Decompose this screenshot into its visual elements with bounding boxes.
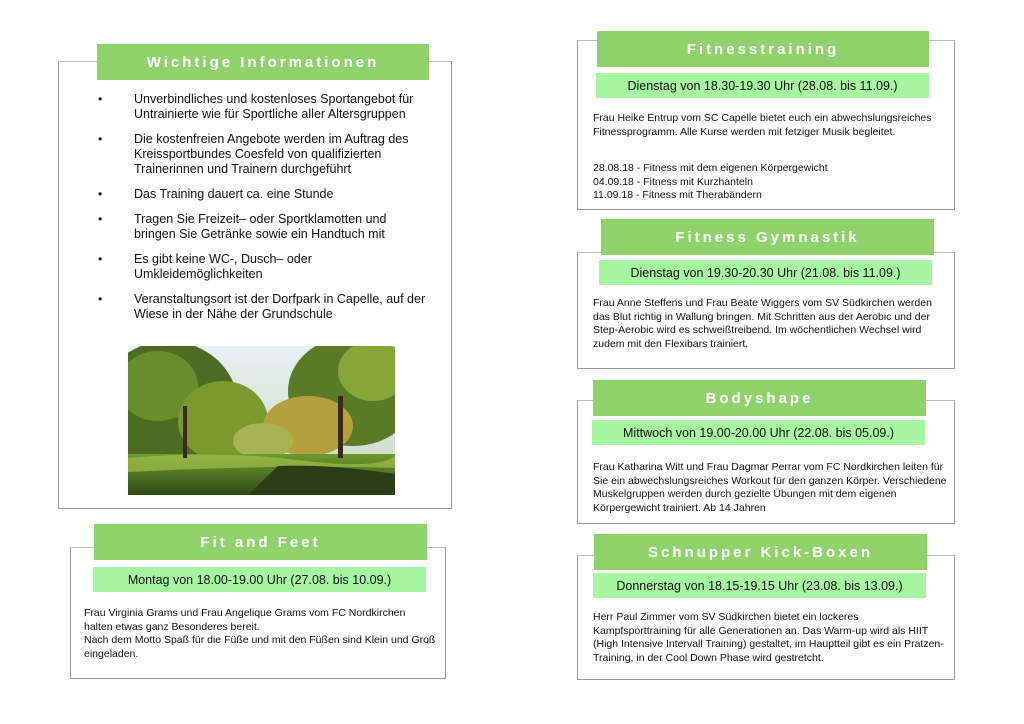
fitfeet-title: Fit and Feet <box>94 524 427 560</box>
fitness-description: Frau Heike Entrup vom SC Capelle bietet euch ein abwechslungsreiches Fitnessprogramm. Alle Kurse werden mit fetziger Musik begleitet. <box>593 112 932 138</box>
body-description: Frau Katharina Witt und Frau Dagmar Perrar vom FC Nordkirchen leiten für Sie ein abwechslungsreiches Workout für den ganzen Körper. Verschiedene Muskelgruppen werden durch gezielte Übungen mit dem eigenen Körpergewicht trainiert. Ab 14 Jahren <box>593 461 947 514</box>
kick-description: Herr Paul Zimmer vom SV Südkirchen bietet ein lockeres Kampfsporttraining für alle Generationen an. Das Warm-up wird als HIIT (High Intensive Intervall Training) gestaltet, im Hauptteil gibt es ein Pratzen-Training, in der Cool Down Phase wird gestretcht. <box>593 611 944 664</box>
fitfeet-text-1: Frau Virginia Grams und Frau Angelique Grams vom FC Nordkirchen halten etwas ganz Besonderes bereit. <box>84 607 406 633</box>
list-item: • Veranstaltungsort ist der Dorfpark in Capelle, auf der Wiese in der Nähe der Grundschule <box>98 292 428 322</box>
info-title: Wichtige Informationen <box>97 44 429 80</box>
fitfeet-description <box>84 607 436 661</box>
body-time: Mittwoch von 19.00-20.00 Uhr (22.08. bis 05.09.) <box>592 420 925 445</box>
list-item: • Es gibt keine WC-, Dusch– oder Umkleidemöglichkeiten <box>98 252 428 282</box>
list-item: • Unverbindliches und kostenloses Sportangebot für Untrainierte wie für Sportliche aller Altersgruppen <box>98 92 428 122</box>
list-item: 04.09.18 - Fitness mit Kurzhanteln <box>593 175 753 188</box>
kick-title: Schnupper Kick-Boxen <box>594 534 927 570</box>
fitness-title: Fitnesstraining <box>597 31 929 67</box>
fitness-sessions <box>593 162 949 203</box>
body-title: Bodyshape <box>593 380 926 416</box>
fitness-time: Dienstag von 18.30-19.30 Uhr (28.08. bis 11.09.) <box>596 73 929 98</box>
gym-title: Fitness Gymnastik <box>601 219 934 255</box>
list-item: • Tragen Sie Freizeit– oder Sportklamotten und bringen Sie Getränke sowie ein Handtuch mit <box>98 212 428 242</box>
list-item: 28.08.18 - Fitness mit dem eigenen Körpergewicht <box>593 162 828 174</box>
list-item: 11.09.18 - Fitness mit Therabändern <box>593 189 762 201</box>
info-list <box>98 92 428 332</box>
gym-time: Dienstag von 19.30-20.30 Uhr (21.08. bis 11.09.) <box>599 260 932 285</box>
park-photo <box>128 346 395 495</box>
fitfeet-time: Montag von 18.00-19.00 Uhr (27.08. bis 10.09.) <box>93 567 426 592</box>
gym-description: Frau Anne Steffens und Frau Beate Wiggers vom SV Südkirchen werden das Blut richtig in Wallung bringen. Mit Schritten aus der Aerobic und der Step-Aerobic wird es schweißtreibend. Im wöchentlichen Wechsel wird zudem mit den Flexibars trainiert. <box>593 297 932 350</box>
kick-time: Donnerstag von 18.15-19.15 Uhr (23.08. bis 13.09.) <box>593 573 926 598</box>
list-item: • Die kostenfreien Angebote werden im Auftrag des Kreissportbundes Coesfeld von qualifizierten Trainerinnen und Trainern durchgeführt <box>98 132 428 177</box>
fitfeet-text-2: Nach dem Motto Spaß für die Füße und mit den Füßen sind Klein und Groß eingeladen. <box>84 634 436 660</box>
list-item: • Das Training dauert ca. eine Stunde <box>98 187 428 202</box>
